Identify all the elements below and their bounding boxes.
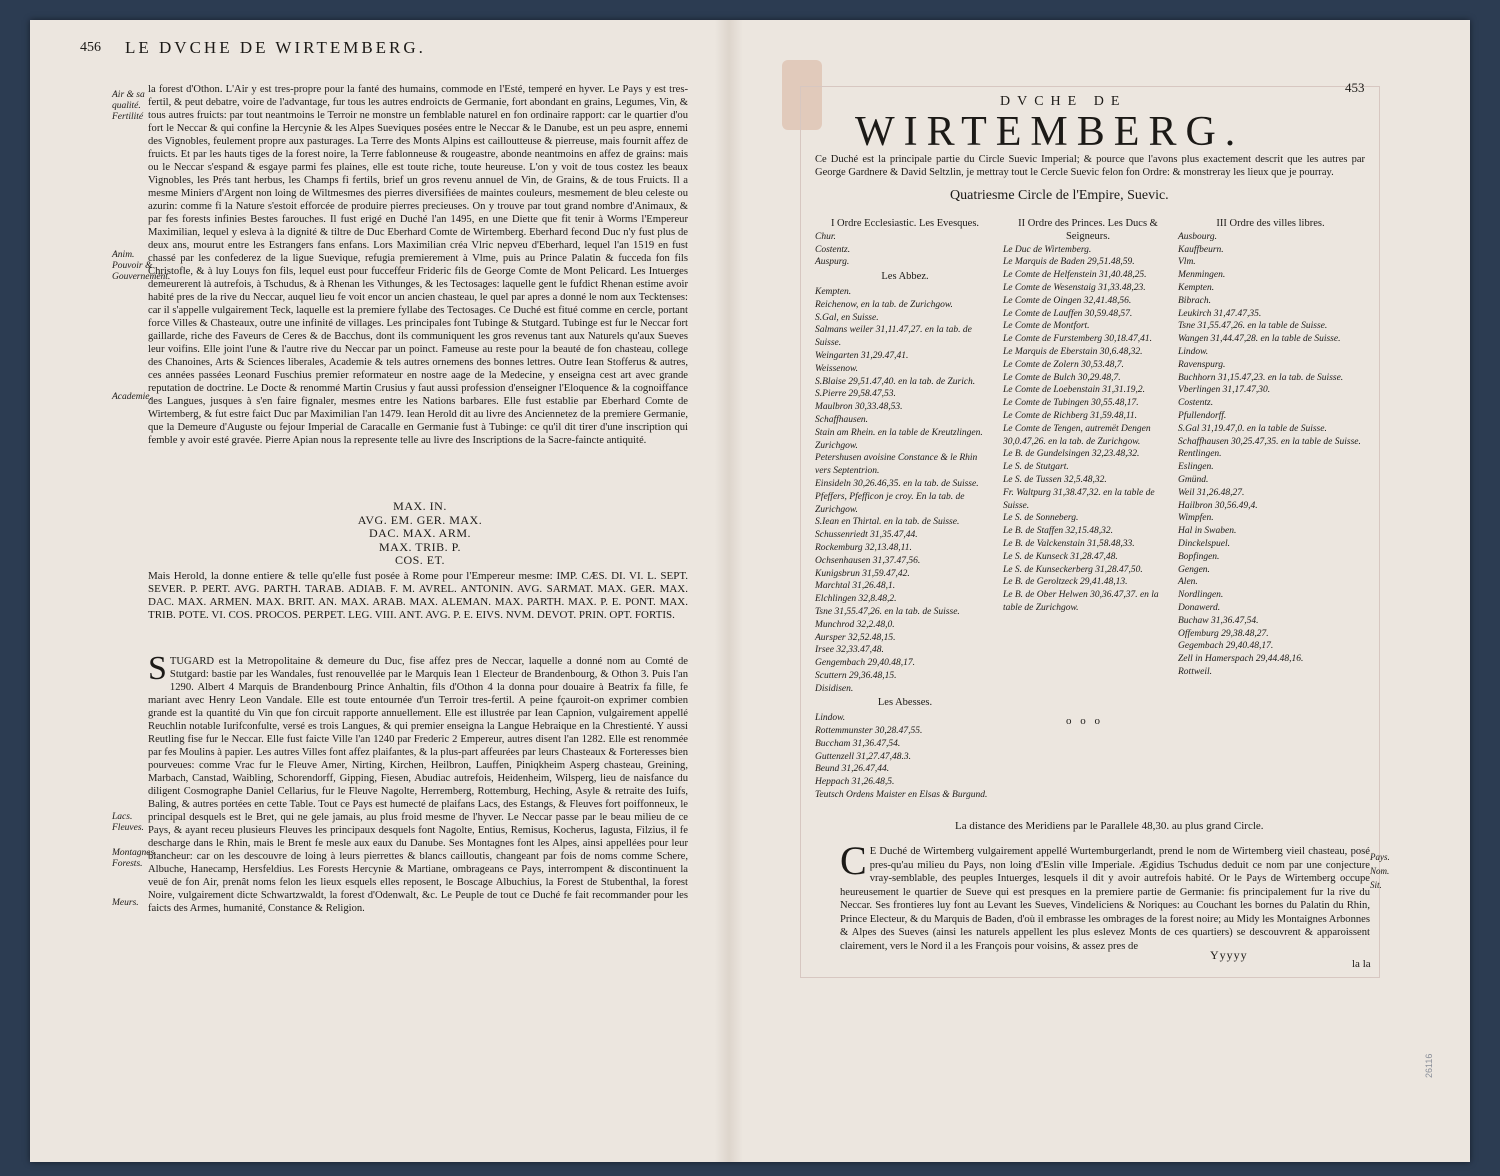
- list-item: Weil 31,26.48,27.: [1178, 487, 1245, 498]
- intro-paragraph: Ce Duché est la principale partie du Circle Suevic Imperial; & pource que l'avons plus exactement descrit que les autres par George Gardnere & David Seltzlin, je mettray tout le Cercle Suevic felon fon Ordre: & monstreray les lieux que je pourray.: [815, 154, 1365, 178]
- list-item: Le Comte de Wesenstaig 31,33.48,23.: [1003, 282, 1146, 293]
- catchword-2: la la: [1352, 958, 1371, 970]
- right-margin-note: Pays.: [1370, 852, 1390, 862]
- list-item: Le S. de Kunseck 31,28.47,48.: [1003, 551, 1118, 562]
- list-item: Stain am Rhein. en la table de Kreutzlingen. Zurichgow.: [815, 427, 983, 451]
- column-princes: [1003, 218, 1173, 615]
- list-item: Kempten.: [1178, 282, 1215, 293]
- margin-note-meurs: Meurs.: [112, 898, 139, 908]
- list-item: Le Comte de Richberg 31,59.48,11.: [1003, 410, 1138, 421]
- list-item: S.Iean en Thirtal. en la tab. de Suisse.: [815, 517, 960, 528]
- left-paragraph-3: [148, 650, 688, 914]
- list-item: Le B. de Gundelsingen 32,23.48,32.: [1003, 449, 1140, 460]
- list-item: Elchlingen 32,8.48,2.: [815, 594, 897, 605]
- list-item: Le Comte de Tengen, autremët Dengen 30,0.47,26. en la tab. de Zurichgow.: [1003, 423, 1151, 447]
- inscription-line: AVG. EM. GER. MAX.: [357, 512, 483, 527]
- list-item: Aursper 32,52.48,15.: [815, 632, 896, 643]
- list-item: Le Comte de Lauffen 30,59.48,57.: [1003, 308, 1133, 319]
- list-item: Le Duc de Wirtemberg.: [1003, 244, 1092, 255]
- list-item: Gmünd.: [1178, 474, 1209, 485]
- list-item: Le Marquis de Eberstain 30,6.48,32.: [1003, 346, 1143, 357]
- inscription-line: COS. ET.: [394, 553, 446, 567]
- subheading: Les Abbez.: [881, 271, 929, 283]
- margin-note-air: Air & sa qualité. Fertilité: [112, 90, 145, 122]
- list-item: Teutsch Ordens Maister en Elsas & Burgund.: [815, 790, 988, 801]
- list-item: Pfullendorff.: [1178, 410, 1227, 421]
- list-item: Gengembach 29,40.48,17.: [815, 658, 915, 669]
- subheading: Les Abesses.: [877, 697, 933, 709]
- list-item: Schussenriedt 31,35.47,44.: [815, 530, 918, 541]
- list-item: S.Pierre 29,58.47,53.: [815, 389, 896, 400]
- list-item: Kempten.: [815, 286, 852, 297]
- list-item: Le Comte de Zolern 30,53.48,7.: [1003, 359, 1124, 370]
- list-item: Fr. Waltpurg 31,38.47,32. en la table de Suisse.: [1003, 487, 1155, 511]
- list-item: Le Comte de Oingen 32,41.48,56.: [1003, 295, 1132, 306]
- list-item: Ochsenhausen 31,37.47,56.: [815, 555, 921, 566]
- drop-cap: S: [148, 650, 167, 687]
- list-item: Buchhorn 31,15.47,23. en la tab. de Suisse.: [1178, 372, 1344, 383]
- list-item: Vberlingen 31,17.47,30.: [1178, 385, 1271, 396]
- list-item: Le Comte de Loebenstain 31,31.19,2.: [1003, 385, 1145, 396]
- list-item: Costentz.: [815, 244, 851, 255]
- title-main: WIRTEMBERG.: [855, 109, 1245, 155]
- roman-inscription: [285, 500, 555, 568]
- list-item: Bopfingen.: [1178, 551, 1220, 562]
- list-item: Tsne 31,55.47,26. en la table de Suisse.: [1178, 321, 1328, 332]
- list-item: Alen.: [1178, 577, 1198, 588]
- list-item: Schaffhausen 30,25.47,35. en la table de Suisse.: [1178, 436, 1361, 447]
- right-page-number: 453: [1345, 80, 1365, 95]
- list-item: Le Comte de Bulch 30,29.48,7.: [1003, 372, 1121, 383]
- list-item: Buccham 31,36.47,54.: [815, 738, 901, 749]
- list-item: Le Comte de Helfenstein 31,40.48,25.: [1003, 270, 1147, 281]
- list-item: Nordlingen.: [1178, 590, 1224, 601]
- list-item: Offemburg 29,38.48,27.: [1178, 628, 1269, 639]
- list-item: Kunigsbrun 31,59.47,42.: [815, 568, 910, 579]
- inscription-line: MAX. IN.: [393, 499, 447, 513]
- list-item: Le Comte de Furstemberg 30,18.47,41.: [1003, 334, 1152, 345]
- list-item: Chur.: [815, 231, 836, 242]
- list-item: Wangen 31,44.47,28. en la table de Suisse.: [1178, 334, 1341, 345]
- list-item: Auspurg.: [815, 257, 850, 268]
- inscription-line: DAC. MAX. ARM.: [368, 526, 471, 540]
- list-item: Le S. de Sonneberg.: [1003, 513, 1079, 524]
- list-item: Hal in Swaben.: [1178, 526, 1237, 537]
- margin-note-lacs: Lacs. Fleuves.: [112, 812, 144, 833]
- column-heading: II Ordre des Princes. Les Ducs & Seigneurs.: [1018, 218, 1158, 242]
- left-page-header: [80, 40, 640, 66]
- inscription-line: MAX. TRIB. P.: [379, 539, 461, 554]
- list-item: Lindow.: [1178, 346, 1209, 357]
- list-item: Bibrach.: [1178, 295, 1211, 306]
- list-item: Buchaw 31,36.47,54.: [1178, 615, 1259, 626]
- left-paragraph-1: la forest d'Othon. L'Air y est tres-propre pour la fanté des humains, commode en l'Esté, temperé en hyver. Le Pays y est tres-fertil, & peut debatre, voire de l'advantage, fur tous les autres endroicts de Germanie, fort abondant en grains, Legumes, Vin, & tous autres fruicts: par tout neantmoins le Terroir ne monstre un femblable naturel en fon ordinaire rapport: car le quartier d'ou fort le Neccar & qui confine la Hercynie & les Alpes Sueviques posées entre le Neccar & le Danube, est un peu aspre, ennemi des Vignobles, feulement propre aux pasturages. La Terre des Monts Alpins est cailloutteuse & pierreuse, mais fournit affez de fruicts. Et par les hauts tiges de la forest noire, la Terre fablonneuse & rougeastre, abonde neantmoins en affez de grains: mais ou le Neccar s'espand & esgaye parmi fes plaines, elle est toute riche, toute heureuse. L'on y voit de tous costez les beaux Vignobles, les Prés tant herbus, les Champs fi fertils, brief un gros revenu annuel de Vin, de Grains, & de tous Fruicts. Il a mesme Miniers d'Argent non loing de Wiltmesmes des pierres diversifiées de maintes couleurs, mesmement de bleu celeste ou azurin: comme fi la Nature s'estoit efforcée de produire pierres precieuses. On y trouve par tout grand nombre d'Animaux, & par fes forests infinies Bestes farouches. Il fust erigé en Duché l'an 1495, en une Diette que fit tenir à Worms l'Empereur Maximilian, lequel y esleva à la dignité & tiltre de Duc Eberhard Comte de Wirtemberg. Eberhard fecond Duc n'y fust plus de deux ans, mourut entre les Estrangers fans enfans. Lors Maximilian créa Vlric nepveu d'Eberhard, lequel l'an 1519 en fust chassé par les confederez de la ligue Suevique, refugia premierement à Vlme, puis au Prince Palatin & fucceda fon fils Christofle, & à luy Louys fon fils, lequel eust pour fucceffeur Frideric fils de George Comte de Mont Pelicard. Les Intuerges demeurerent là autrefois, à Tschudus, & à Rhenan les Vithunges, & les Tectosages: laquelle gent le fufdict Rhenan estime avoir habité pres de la rive du Neccar, auquel lieu fe voit encor un ancien chasteau, le quel par apres a donné le nom aux Tecktenses: car il s'appelle vulgairement Teck, laquelle est la premiere fyllabe des Tectosages. Ce Duché est fitué comme en cercle, portant force Villes & Chasteaux, outre une infinité de villages. Les principales font Tubinge & Stutgard. Tubinge est fur le Neccar fort gaillarde, riche des Faveurs de Ceres & de Bacchus, dont ils communiquent les gros revenus tant aux Naturels qu'aux Sueves leur voifins. Elle joint l'une & l'autre rive du Neccar par un poinct. Fameuse au reste pour la beauté de fon chasteau, college des Chanoines, Arts & Sciences liberales, Academie & tels autres ornemens des bonnes lettres. Outre Iean Stofferus & autres, ces années passées Leonard Fuschius premier reformateur en nostre aage de la Medecine, y enseigna cest art avec grande reputation de doctrine. Le Docte & renommé Martin Crusius y faut aussi profession d'enseigner l'Eloquence & la cognoiffance des Langues, jusques à s'en faire fignaler, mesmes entre les Nations barbares. Elle fust establie par Eberhard Comte de Wirtemberg, & fut estre faict Duc par Maximilian l'an 1479. Iean Herold dit au livre des Anciennetez de la premiere Germanie, que la Demeure d'Auguste ou fejour Imperial de Caracalle en Germanie fust à Tubinge: ce qu'il dit tirer d'une inscription qui femble y avoir esté gravée. Pierre Apian nous la represente telle au livre des Inscriptions de la Sacre-faincte antiquité.: [148, 84, 688, 446]
- list-item: Le Marquis de Baden 29,51.48,59.: [1003, 257, 1135, 268]
- list-item: Lindow.: [815, 713, 846, 724]
- title-top: DVCHE DE: [1000, 94, 1127, 109]
- list-item: Le B. de Ober Helwen 30,36.47,37. en la table de Zurichgow.: [1003, 590, 1159, 613]
- left-running-head: LE DVCHE DE WIRTEMBERG.: [125, 38, 426, 57]
- list-item: Heppach 31,26.48,5.: [815, 777, 895, 788]
- list-item: S.Gal 31,19.47,0. en la table de Suisse.: [1178, 423, 1327, 434]
- list-item: Menmingen.: [1178, 270, 1226, 281]
- list-item: Le Comte de Montfort.: [1003, 321, 1090, 332]
- list-item: Ausbourg.: [1178, 231, 1217, 242]
- list-item: Weissenow.: [815, 363, 859, 374]
- right-paragraph-text: E Duché de Wirtemberg vulgairement appellé Wurtemburgerlandt, prend le nom de Wirtemberg vieil chasteau, posé pres-qu'au milieu du Pays, non loing d'Eslin ville Imperiale. Ægidius Tschudus deduit ce nom par une conjecture vray-semblable, des peuples Intuerges, lesquels il dit y avoir autrefois habité. Or le Pays de Wirtemberg occupe heureusement le quartier de Sueve qui est presques en la premiere partie de Germanie: fis principalement fur la rive du Neccar. Ses frontieres luy font au Levant les Sueves, Vindeliciens & Noriques: au Couchant les bornes du Palatin du Rhin, Prince Electeur, & du Marquis de Baden, d'où il embrasse les ombrages de la forest noire; au Midy les Montaignes Arbonnes & Alpes des Sueves (ainsi les naturels appellent les plus eslevez Monts de ces quartiers) se descouvrent & apparoissent clairement, vers le Nord il a les François pour voisins, & assez pres de: [840, 846, 1370, 952]
- right-margin-note: Sit.: [1370, 880, 1382, 890]
- list-item: Salmans weiler 31,11.47,27. en la tab. de Suisse.: [815, 325, 972, 349]
- right-margin-note: Nom.: [1370, 866, 1390, 876]
- list-item: Gengen.: [1178, 564, 1210, 575]
- list-item: Gegembach 29,40.48,17.: [1178, 641, 1274, 652]
- list-item: Tsne 31,55.47,26. en la tab. de Suisse.: [815, 606, 960, 617]
- list-item: Hailbron 30,56.49,4.: [1178, 500, 1258, 511]
- margin-note-montagnes: Montagnes. Forests.: [112, 848, 157, 869]
- ornament: o o o: [1066, 715, 1103, 727]
- catalog-number: 26116: [1424, 1053, 1434, 1078]
- list-item: Dinckelspuel.: [1178, 538, 1230, 549]
- list-item: Wimpfen.: [1178, 513, 1214, 524]
- list-item: Beund 31,26.47,44.: [815, 764, 890, 775]
- left-paragraph-2: Mais Herold, la donne entiere & telle qu'elle fust posée à Rome pour l'Empereur mesme: IMP. CÆS. DI. VI. L. SEPT. SEVER. P. PERT. AVG. PARTH. TARAB. ADIAB. F. M. AVREL. ANTONIN. AVG. SARMAT. MAX. GER. MAX. DAC. MAX. ARMEN. MAX. BRIT. AN. MAX. ARAB. MAX. ALEMAN. MAX. PARTH. MAX. P. E. PONT. MAX. TRIB. POTE. VI. COS. PROCOS. PERPET. LEG. VIII. ANT. AVG. P. E. EIVS. NVM. DEVOT. PRIN. OPT. FORTIS.: [148, 570, 688, 621]
- margin-note-academie: Academie.: [112, 392, 152, 402]
- column-heading: I Ordre Ecclesiastic. Les Evesques.: [830, 218, 980, 229]
- margin-note-animaux: Anim. Pouvoir & Gouvernement.: [112, 250, 171, 282]
- list-item: Donawerd.: [1178, 602, 1221, 613]
- column-ecclesiastic: [815, 218, 995, 802]
- list-item: Kauffbeurn.: [1178, 244, 1224, 255]
- drop-cap: C: [840, 838, 867, 883]
- list-item: Marchtal 31,26.48,1.: [815, 581, 896, 592]
- list-item: Le B. de Valckenstain 31,58.48,33.: [1003, 538, 1135, 549]
- list-item: Guttenzell 31,27.47,48.3.: [815, 751, 912, 762]
- list-item: Disidisen.: [815, 683, 854, 694]
- list-item: Rentlingen.: [1178, 449, 1222, 460]
- list-item: Scuttern 29,36.48,15.: [815, 670, 897, 681]
- list-item: Zell in Hamerspach 29,44.48,16.: [1178, 654, 1304, 665]
- list-item: Munchrod 32,2.48,0.: [815, 619, 895, 630]
- list-item: Vlm.: [1178, 257, 1196, 268]
- column-free-cities: [1178, 218, 1363, 679]
- list-item: S.Gal, en Suisse.: [815, 312, 879, 323]
- list-item: Pfeffers, Pfefficon je croy. En la tab. de Zurichgow.: [815, 491, 965, 515]
- list-item: Rottweil.: [1178, 666, 1213, 677]
- list-item: S.Blaise 29,51.47,40. en la tab. de Zurich.: [815, 376, 976, 387]
- list-item: Ravenspurg.: [1178, 359, 1226, 370]
- catchword: Yyyyy: [1210, 948, 1248, 962]
- list-item: Weingarten 31,29.47,41.: [815, 350, 909, 361]
- column-heading: III Ordre des villes libres.: [1216, 218, 1325, 229]
- list-item: Reichenow, en la tab. de Zurichgow.: [815, 299, 953, 310]
- list-item: Petershusen avoisine Constance & le Rhin vers Septentrion.: [815, 453, 978, 477]
- list-item: Leukirch 31,47.47,35.: [1178, 308, 1262, 319]
- left-page-number: 456: [80, 40, 101, 55]
- list-item: Le B. de Staffen 32,15.48,32.: [1003, 526, 1114, 537]
- list-item: Le S. de Kunseckerberg 31,28.47,50.: [1003, 564, 1143, 575]
- list-item: Le S. de Tussen 32,5.48,32.: [1003, 474, 1107, 485]
- section-subtitle: Quatriesme Circle de l'Empire, Suevic.: [950, 188, 1169, 203]
- list-item: Rockemburg 32,13.48,11.: [815, 542, 912, 553]
- list-item: Schaffhausen.: [815, 414, 869, 425]
- meridian-distance-note: La distance des Meridiens par le Parallele 48,30. au plus grand Circle.: [955, 820, 1264, 832]
- list-item: Le Comte de Tubingen 30,55.48,17.: [1003, 398, 1139, 409]
- list-item: Rottemmunster 30,28.47,55.: [815, 726, 923, 737]
- left-paragraph-3-text: TUGARD est la Metropolitaine & demeure du Duc, fise affez pres de Neccar, laquelle a donné nom au Comté de Stutgard: bastie par les Wandales, fust renouvellée par le Marquis Iean 1 Electeur de Brandenbourg, & Othon 3. Puis l'an 1290. Albert 4 Marquis de Brandenbourg Prince Anhaltin, fils d'Othon 4 la donna pour douaire à Beatrix fa fille, fe mariant avec Henry Leon Vandale. Elle est toute entournée d'un Terroir tres-fertil. A peine fçauroit-on exprimer combien grande est la quantité du Vin que fon circuit rapporte annuellement. Elle est illustrée par Iean Capnion, vulgairement appellé Reuchlin notable Iurifconfulte, versé es trois Langues, & qui premier enseigna la Langue Hebraique en la Chrestienté. Y aussi Reutling fise fur le Neccar. Elle fust faicte Ville l'an 1240 par Frederic 2 Empereur, autres disent l'an 1282. Elle est renommée par fes Moulins à papier. Les autres Villes font affez plaifantes, & la plus-part affeurées par leurs Chasteaux & Forteresses bien pourveues: comme Vrac fur le Fleuve Amer, Nirting, Kirchen, Heilbron, Lauffen, Piniqkheim Asperg chasteau, Greining, Marbach, Canstad, Waibling, Schorendorff, Gipping, Fiesen, Abudiac autrefois, Heidenheim, Wilsperg, lieu de naisfance du diligent Cosmographe Daniel Cellarius, fur le Fleuve Nagolte, Herremberg, Rottemburg, Heching, Asyle & retraite des Iuifs, Baling, & autres portées en cette Table. Tout ce Pays est humecté de plaifans Lacs, des Estangs, & Fleuves fort poiffonneux, le principal desquels est le Bret, qui ne gele jamais, au plus froid mesme de l'hyver. Le Neccar passe par le beau milieu de ce Pays, & ayant receu plusieurs Fleuves les principaux desquels font Nagolte, Entius, Remisus, Kocherus, Iagusta, Filzius, il fe descharge dans le Rhin, mais le Brent fe mesle aux eaux du Danube. Ses Montagnes font les Alpes, ainsi appellées pour leur blancheur: car on les descouvre de loing à leurs pierrettes & blancs cailloutis, changeant par fois de noms comme Schere, Albuche, Hanecamp, Hersfeldius. Les Forests Hercynie & Martiane, ombrageans ce Pays, interrompent & discontinuent la veuë de fon Air, prenât noms felon les lieux esquels elles reposent, le Boscage Albuchius, la Forest de Stubenthal, la forest Noire, vulgairement dicte Schwartzwaldt, la forest d'Odenwalt, &c. Le Peuple de tout ce Duché fe fait recommander pour les faicts des Armes, humanité, Constance & Religion.: [148, 656, 688, 914]
- list-item: Maulbron 30,33.48,53.: [815, 402, 903, 413]
- right-paragraph: [840, 838, 1370, 953]
- list-item: Le B. de Geroltzeck 29,41.48,13.: [1003, 577, 1128, 588]
- list-item: Le S. de Stutgart.: [1003, 462, 1069, 473]
- list-item: Irsee 32,33.47,48.: [815, 645, 884, 656]
- list-item: Einsideln 30,26.46,35. en la tab. de Suisse.: [815, 478, 979, 489]
- center-fold: [715, 20, 743, 1162]
- list-item: Eslingen.: [1178, 462, 1214, 473]
- list-item: Costentz.: [1178, 398, 1214, 409]
